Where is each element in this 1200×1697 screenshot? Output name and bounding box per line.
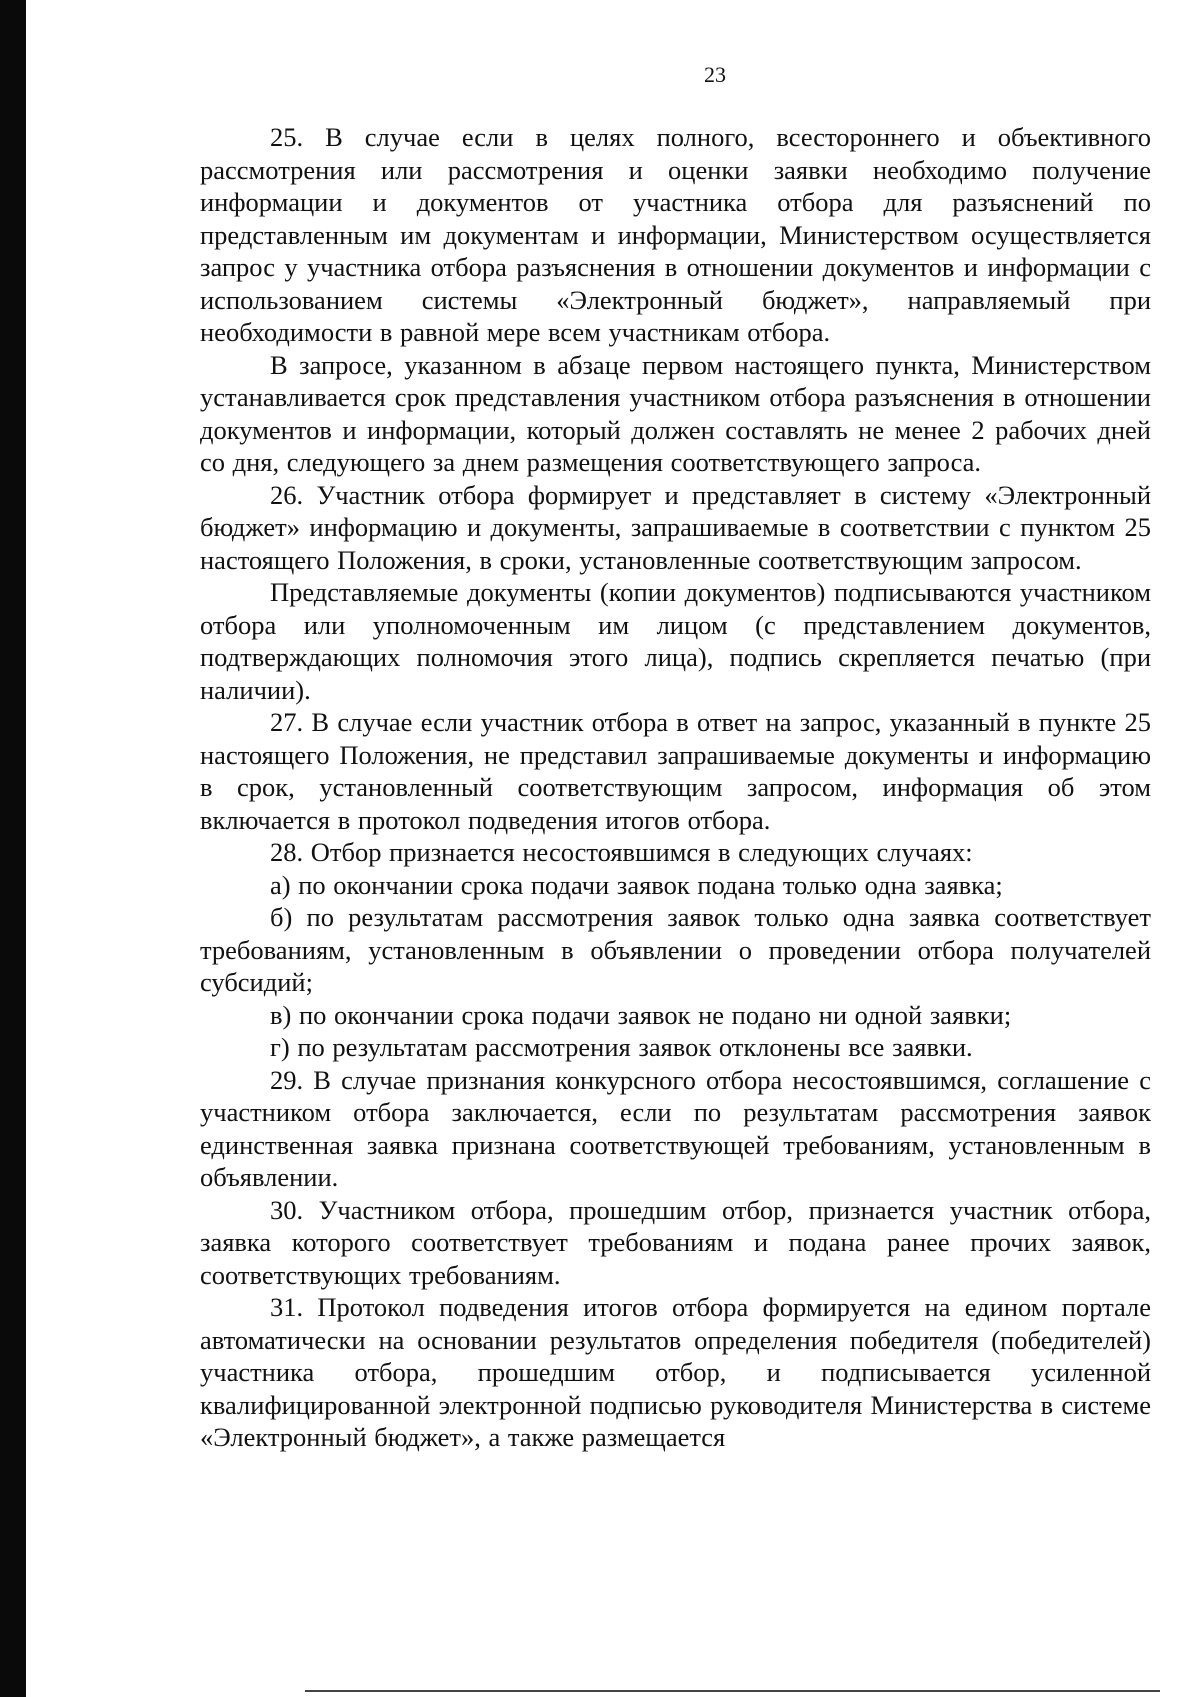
- paragraph-30: 30. Участником отбора, прошедшим отбор, признается участник отбора, заявка которого соответствует требованиям и подана ранее прочих заявок, соответствующих требованиям.: [200, 1194, 1151, 1290]
- paragraph-26-signing: Представляемые документы (копии документов) подписываются участником отбора или уполномоченным им лицом (с представлением документов, подтверждающих полномочия этого лица), подпись скрепляется печатью (при наличии).: [200, 577, 1151, 705]
- scan-left-edge: [0, 0, 26, 1697]
- paragraph-28-item-a: а) по окончании срока подачи заявок подана только одна заявка;: [270, 869, 1003, 900]
- paragraph-29: 29. В случае признания конкурсного отбора несостоявшимся, соглашение с участником отбора заключается, если по результатам рассмотрения заявок единственная заявка признана соответствующей требованиям, установленным в объявлении.: [200, 1064, 1151, 1192]
- paragraph-31: 31. Протокол подведения итогов отбора формируется на едином портале автоматически на основании результатов определения победителя (победителей) участника отбора, прошедшим отбор, и подписывается усиленной квалифицированной электронной подписью руководителя Министерства в системе «Электронный бюджет», а также размещается: [200, 1292, 1151, 1452]
- document-body: [200, 121, 1151, 1454]
- paragraph-28-item-g: г) по результатам рассмотрения заявок отклонены все заявки.: [270, 1032, 973, 1062]
- paragraph-25: 25. В случае если в целях полного, всестороннего и объективного рассмотрения или рассмотрения и оценки заявки необходимо получение информации и документов от участника отбора для разъяснений по представленным им документам и информации, Министерством осуществляется запрос у участника отбора разъяснения в отношении документов и информации с использованием системы «Электронный бюджет», направляемый при необходимости в равной мере всем участникам отбора.: [200, 122, 1151, 347]
- paragraph-25-request-term: В запросе, указанном в абзаце первом настоящего пункта, Министерством устанавливается срок представления участником отбора разъяснения в отношении документов и информации, который должен составлять не менее 2 рабочих дней со дня, следующего за днем размещения соответствующего запроса.: [200, 349, 1151, 477]
- paragraph-28-item-v: в) по окончании срока подачи заявок не подано ни одной заявки;: [270, 999, 1012, 1030]
- paragraph-28: 28. Отбор признается несостоявшимся в следующих случаях:: [270, 837, 973, 867]
- paragraph-27: 27. В случае если участник отбора в ответ на запрос, указанный в пункте 25 настоящего Положения, не представил запрашиваемые документы и информацию в срок, установленный соответствующим запросом, информация об этом включается в протокол подведения итогов отбора.: [200, 707, 1151, 835]
- paragraph-26: 26. Участник отбора формирует и представляет в систему «Электронный бюджет» информацию и документы, запрашиваемые в соответствии с пунктом 25 настоящего Положения, в сроки, установленные соответствующим запросом.: [200, 479, 1151, 575]
- scan-bottom-rule: [305, 1690, 1160, 1692]
- paragraph-28-item-b: б) по результатам рассмотрения заявок только одна заявка соответствует требованиям, установленным в объявлении о проведении отбора получателей субсидий;: [200, 902, 1151, 997]
- page-number: 23: [704, 62, 726, 87]
